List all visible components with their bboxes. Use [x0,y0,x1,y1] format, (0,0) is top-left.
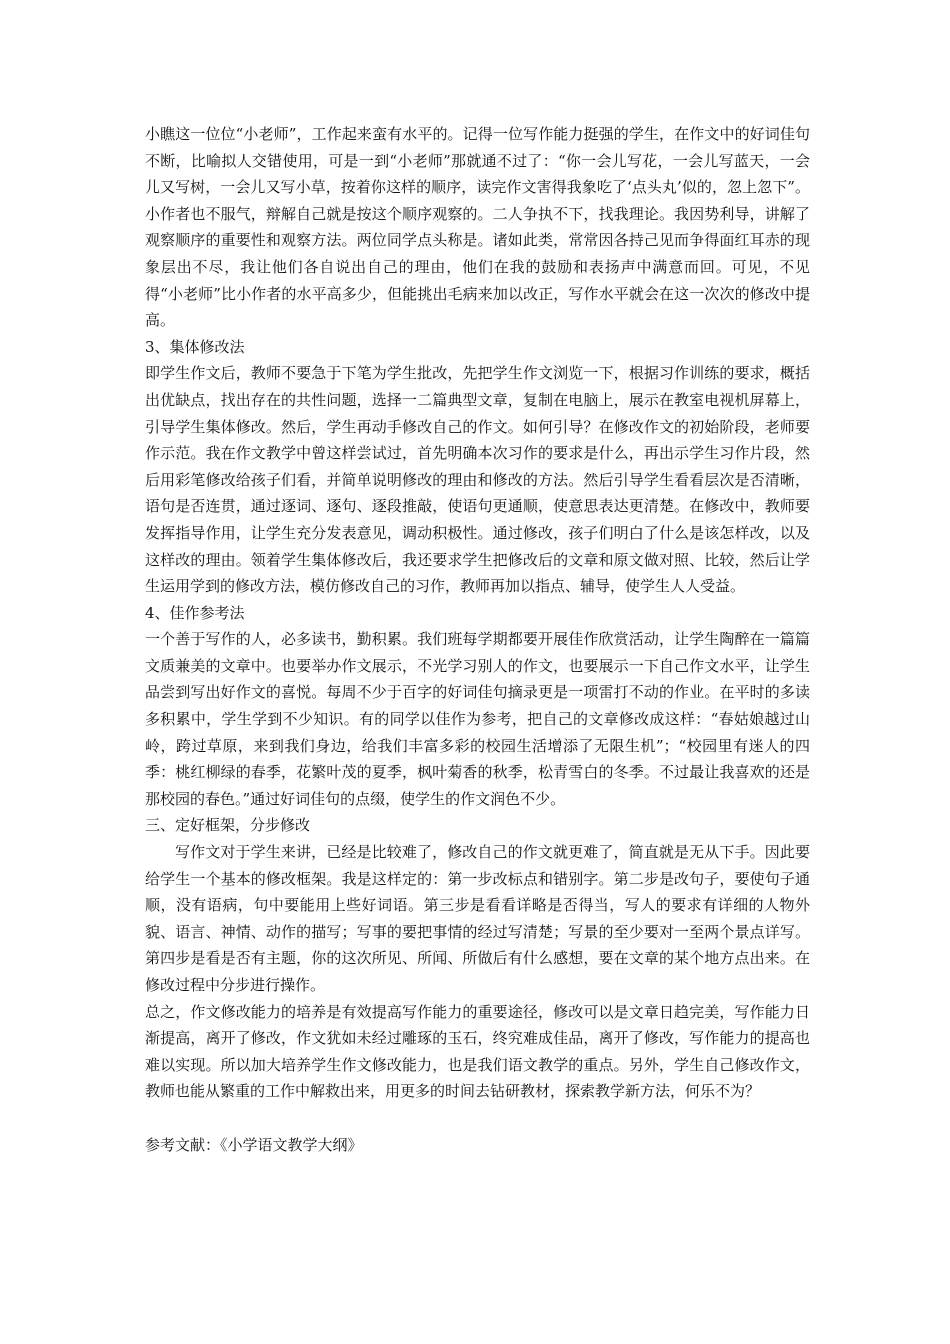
blank-line [145,1105,810,1132]
heading-collective-revision: 3、集体修改法 [145,337,245,356]
heading-framework: 三、定好框架，分步修改 [145,816,311,835]
references: 参考文献：《小学语文教学大纲》 [145,1135,363,1154]
paragraph-collective-revision: 即学生作文后，教师不要急于下笔为学生批改，先把学生作文浏览一下，根据习作训练的要求，概括出优缺点，找出存在的共性问题，选择一二篇典型文章，复制在电脑上，展示在教室电视机屏幕上，引导学生集体修改。然后，学生再动手修改自己的作文。如何引导？在修改作文的初始阶段，老师要作示范。我在作文教学中曾这样尝试过，首先明确本次习作的要求是什么，再出示学生习作片段，然后用彩笔修改给孩子们看，并简单说明修改的理由和修改的方法。然后引导学生看看层次是否清晰，语句是否连贯，通过逐词、逐句、逐段推敲，使语句更通顺，使意思表达更清楚。在修改中，教师要发挥指导作用，让学生充分发表意见，调动积极性。通过修改，孩子们明白了什么是该怎样改，以及这样改的理由。领着学生集体修改后，我还要求学生把修改后的文章和原文做对照、比较，然后让学生运用学到的修改方法，模仿修改自己的习作，教师再加以指点、辅导，使学生人人受益。 [145,364,810,596]
paragraph-framework: 写作文对于学生来讲，已经是比较难了，修改自己的作文就更难了，简直就是无从下手。因此要给学生一个基本的修改框架。我是这样定的：第一步改标点和错别字。第二步是改句子，要使句子通顺，没有语病，句中要能用上些好词语。第三步是看看详略是否得当，写人的要求有详细的人物外貌、语言、神情、动作的描写；写事的要把事情的经过写清楚；写景的至少要对一至两个景点详写。第四步是看是否有主题，你的这次所见、所闻、所做后有什么感想，要在文章的某个地方点出来。在修改过程中分步进行操作。 [145,843,810,994]
paragraph-student-teacher: 小瞧这一位位“小老师”，工作起来蛮有水平的。记得一位写作能力挺强的学生，在作文中的好词佳句不断，比喻拟人交错使用，可是一到“小老师”那就通不过了：“你一会儿写花，一会儿写蓝天，一会儿又写树，一会儿又写小草，按着你这样的顺序，读完作文害得我象吃了‘点头丸’似的，忽上忽下”。小作者也不服气，辩解自己就是按这个顺序观察的。二人争执不下，找我理论。我因势利导，讲解了观察顺序的重要性和观察方法。两位同学点头称是。诸如此类，常常因各持己见而争得面红耳赤的现象层出不尽，我让他们各自说出自己的理由，他们在我的鼓励和表扬声中满意而回。可见，不见得“小老师”比小作者的水平高多少，但能挑出毛病来加以改正，写作水平就会在这一次次的修改中提高。 [145,125,810,330]
document-body [145,121,810,1158]
heading-model-essay: 4、佳作参考法 [145,603,245,622]
paragraph-conclusion: 总之，作文修改能力的培养是有效提高写作能力的重要途径，修改可以是文章日趋完美，写作能力日渐提高，离开了修改，作文犹如未经过雕琢的玉石，终究难成佳品，离开了修改，写作能力的提高也难以实现。所以加大培养学生作文修改能力，也是我们语文教学的重点。另外，学生自己修改作文，教师也能从繁重的工作中解救出来，用更多的时间去钻研教材，探索教学新方法，何乐不为？ [145,1002,810,1101]
paragraph-model-essay: 一个善于写作的人，必多读书，勤积累。我们班每学期都要开展佳作欣赏活动，让学生陶醉在一篇篇文质兼美的文章中。也要举办作文展示，不光学习别人的作文，也要展示一下自己作文水平，让学生品尝到写出好作文的喜悦。每周不少于百字的好词佳句摘录更是一项雷打不动的作业。在平时的多读多积累中，学生学到不少知识。有的同学以佳作为参考，把自己的文章修改成这样：“春姑娘越过山岭，跨过草原，来到我们身边，给我们丰富多彩的校园生活增添了无限生机”；“校园里有迷人的四季：桃红柳绿的春季，花繁叶茂的夏季，枫叶菊香的秋季，松青雪白的冬季。不过最让我喜欢的还是那校园的春色。”通过好词佳句的点缀，使学生的作文润色不少。 [145,630,810,808]
